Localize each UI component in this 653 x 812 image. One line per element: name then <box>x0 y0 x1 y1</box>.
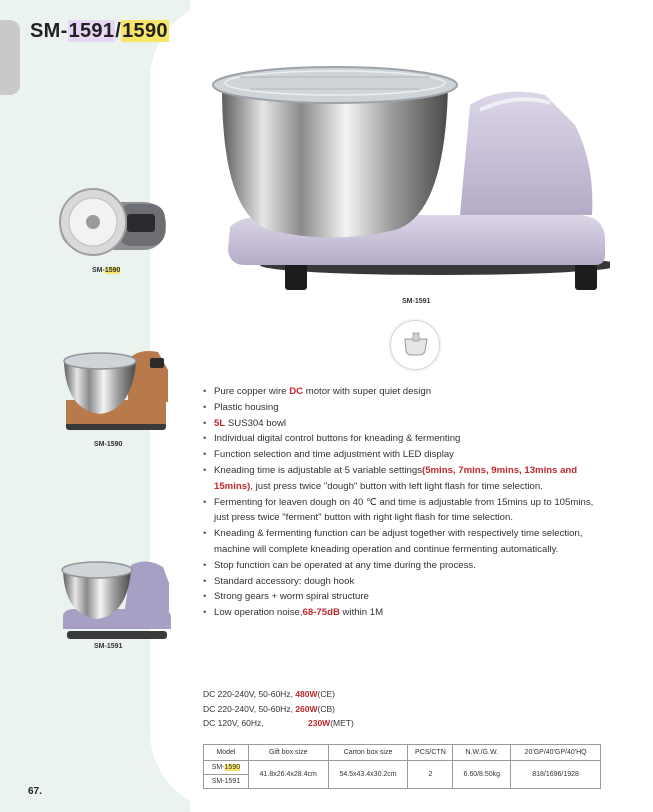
feature-item: • Individual digital control buttons for kneading & fermenting <box>203 431 603 447</box>
thumb3-caption: SM-1591 <box>94 643 123 650</box>
thumb-top-view-image <box>55 182 170 262</box>
model-cell: SM-1591 <box>204 775 249 789</box>
feature-item: • Strong gears + worm spiral structure <box>203 589 603 605</box>
container-cell: 818/1696/1928 <box>511 761 601 789</box>
thumb-purple-image <box>57 553 175 643</box>
feature-item: • Low operation noise,68-75dB within 1M <box>203 605 603 621</box>
power-row: DC 220-240V, 50-60Hz, 480W(CE) <box>203 689 335 699</box>
feature-item: • Standard accessory: dough hook <box>203 574 603 590</box>
table-row <box>204 761 601 775</box>
title-sep: / <box>115 20 122 42</box>
thumb2-caption: SM-1590 <box>94 441 123 448</box>
model-cell: SM-1590 <box>204 761 249 775</box>
feature-item: • Kneading & fermenting function can be adjust together with respectively time selection, machine will complete kneading operation and continue fermenting automatically. <box>203 526 603 558</box>
main-caption: SM-1591 <box>402 298 431 305</box>
header-carton-box: Carton box size <box>328 745 408 761</box>
header-pcs: PCS/CTN <box>408 745 453 761</box>
table-header-row <box>204 745 601 761</box>
power-row: DC 220-240V, 50-60Hz, 260W(CB) <box>203 703 335 714</box>
feature-item: • 5L SUS304 bowl <box>203 416 603 432</box>
header-weight: N.W./G.W. <box>453 745 511 761</box>
power-row: DC 120V, 60Hz, 230W(MET) <box>203 718 354 728</box>
feature-item: • Kneading time is adjustable at 5 variable settings(5mins, 7mins, 9mins, 13mins and 15mins), just press twice "dough" button with left light flash for time selection. <box>203 463 603 495</box>
thumb1-caption: SM-1590 <box>92 267 121 274</box>
header-gift-box: Gift box size <box>248 745 328 761</box>
features-list <box>203 384 603 621</box>
bowl-group <box>213 67 457 238</box>
carton-box-cell: 54.5x43.4x30.2cm <box>328 761 408 789</box>
steel-bowl <box>222 87 448 238</box>
title-model-2: 1590 <box>122 20 168 42</box>
spec-table <box>203 744 601 789</box>
feature-item: • Pure copper wire DC motor with super quiet design <box>203 384 603 400</box>
gift-box-cell: 41.8x26.4x28.4cm <box>248 761 328 789</box>
feature-item: • Fermenting for leaven dough on 40 ℃ and time is adjustable from 15mins up to 105mins, just press twice "ferment" button with right light flash for time selection. <box>203 495 603 527</box>
page-number: 67. <box>28 786 42 797</box>
page-title <box>30 20 169 43</box>
feature-item: • Stop function can be operated at any time during the process. <box>203 558 603 574</box>
header-container: 20'GP/40'GP/40'HQ <box>511 745 601 761</box>
weight-cell: 6.60/8.50kg <box>453 761 511 789</box>
main-product-image <box>200 55 610 295</box>
pcs-cell: 2 <box>408 761 453 789</box>
accessory-circle <box>390 320 440 370</box>
power-specs <box>203 687 354 731</box>
bowl-lid <box>213 67 457 103</box>
header-model: Model <box>204 745 249 761</box>
feature-item: • Function selection and time adjustment with LED display <box>203 447 603 463</box>
feature-item: • Plastic housing <box>203 400 603 416</box>
mixer-body <box>460 92 592 215</box>
title-prefix: SM- <box>30 20 68 42</box>
dough-hook-icon <box>391 321 441 371</box>
thumb-copper-image <box>58 340 173 435</box>
title-model-1: 1591 <box>68 20 115 42</box>
page-tab <box>0 20 20 95</box>
